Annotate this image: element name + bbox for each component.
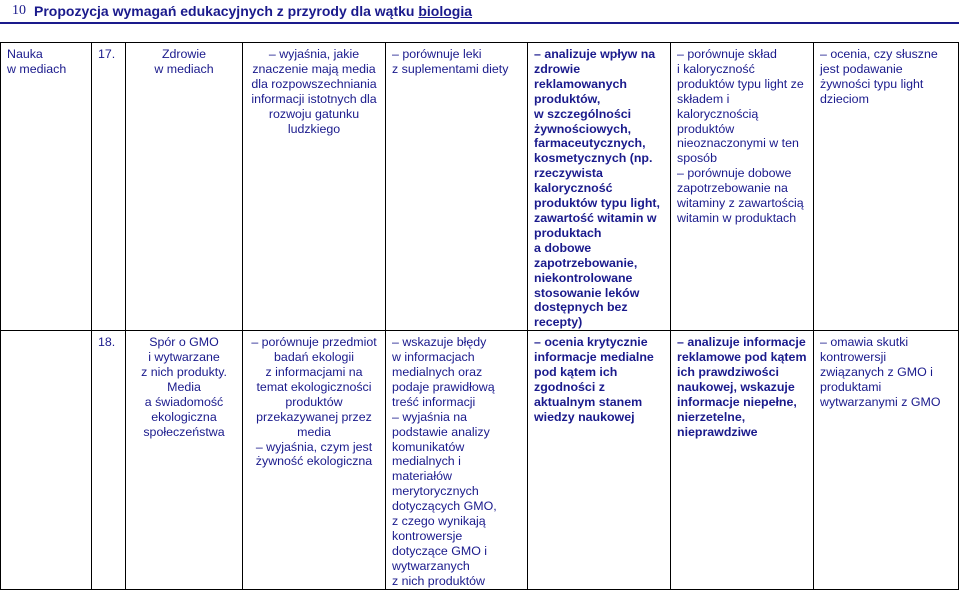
requirement-cell-4: – analizuje informacje reklamowe pod kątem ich prawdziwości naukowej, wskazuje informacje niepełne, nierzetelne, nieprawdziwe bbox=[671, 331, 814, 589]
requirement-cell-3: – ocenia krytycznie informacje medialne pod kątem ich zgodności z aktualnym stanem wiedzy naukowej bbox=[528, 331, 671, 589]
requirement-cell-2: – porównuje leki z suplementami diety bbox=[386, 43, 528, 331]
requirement-cell-1: – porównuje przedmiot badań ekologii z informacjami na temat ekologiczności produktów przekazywanej przez media – wyjaśnia, czym jest żywność ekologiczna bbox=[243, 331, 386, 589]
page-header bbox=[0, 0, 959, 22]
number-cell: 17. bbox=[92, 43, 126, 331]
page-title bbox=[34, 3, 472, 19]
number-cell: 18. bbox=[92, 331, 126, 589]
header-divider bbox=[0, 22, 959, 24]
requirement-cell-4: – porównuje skład i kaloryczność produktów typu light ze składem i kalorycznością produktów nieoznaczonymi w ten sposób – porównuje dobowe zapotrzebowanie na witaminy z zawartością witamin w produktach bbox=[671, 43, 814, 331]
requirement-cell-5: – omawia skutki kontrowersji związanych z GMO i produktami wytwarzanymi z GMO bbox=[814, 331, 959, 589]
requirement-cell-1: – wyjaśnia, jakie znaczenie mają media dla rozpowszechniania informacji istotnych dla rozwoju gatunku ludzkiego bbox=[243, 43, 386, 331]
page-number: 10 bbox=[12, 3, 26, 18]
requirement-cell-3: – analizuje wpływ na zdrowie reklamowanych produktów, w szczególności żywnościowych, farmaceutycznych, kosmetycznych (np. rzeczywista kaloryczność produktów typu light, zawartość witamin w produktach a dobowe zapotrzebowanie, niekontrolowane stosowanie leków dostępnych bez recepty) bbox=[528, 43, 671, 331]
table-row bbox=[1, 43, 959, 331]
page-title-prefix: Propozycja wymagań edukacyjnych z przyrody dla wątku bbox=[34, 3, 419, 19]
table-row bbox=[1, 331, 959, 589]
requirements-table bbox=[0, 42, 959, 590]
page-title-subject: biologia bbox=[418, 3, 473, 19]
requirement-cell-2: – wskazuje błędy w informacjach medialnych oraz podaje prawidłową treść informacji – wyjaśnia na podstawie analizy komunikatów medialnych i materiałów merytorycznych dotyczących GMO, z czego wynikają kontrowersje dotyczące GMO i wytwarzanych z nich produktów bbox=[386, 331, 528, 589]
topic-cell: Zdrowie w mediach bbox=[126, 43, 243, 331]
requirement-cell-5: – ocenia, czy słuszne jest podawanie żywności typu light dzieciom bbox=[814, 43, 959, 331]
topic-cell: Spór o GMO i wytwarzane z nich produkty. Media a świadomość ekologiczna społeczeństwa bbox=[126, 331, 243, 589]
section-cell bbox=[1, 331, 92, 589]
section-cell: Nauka w mediach bbox=[1, 43, 92, 331]
